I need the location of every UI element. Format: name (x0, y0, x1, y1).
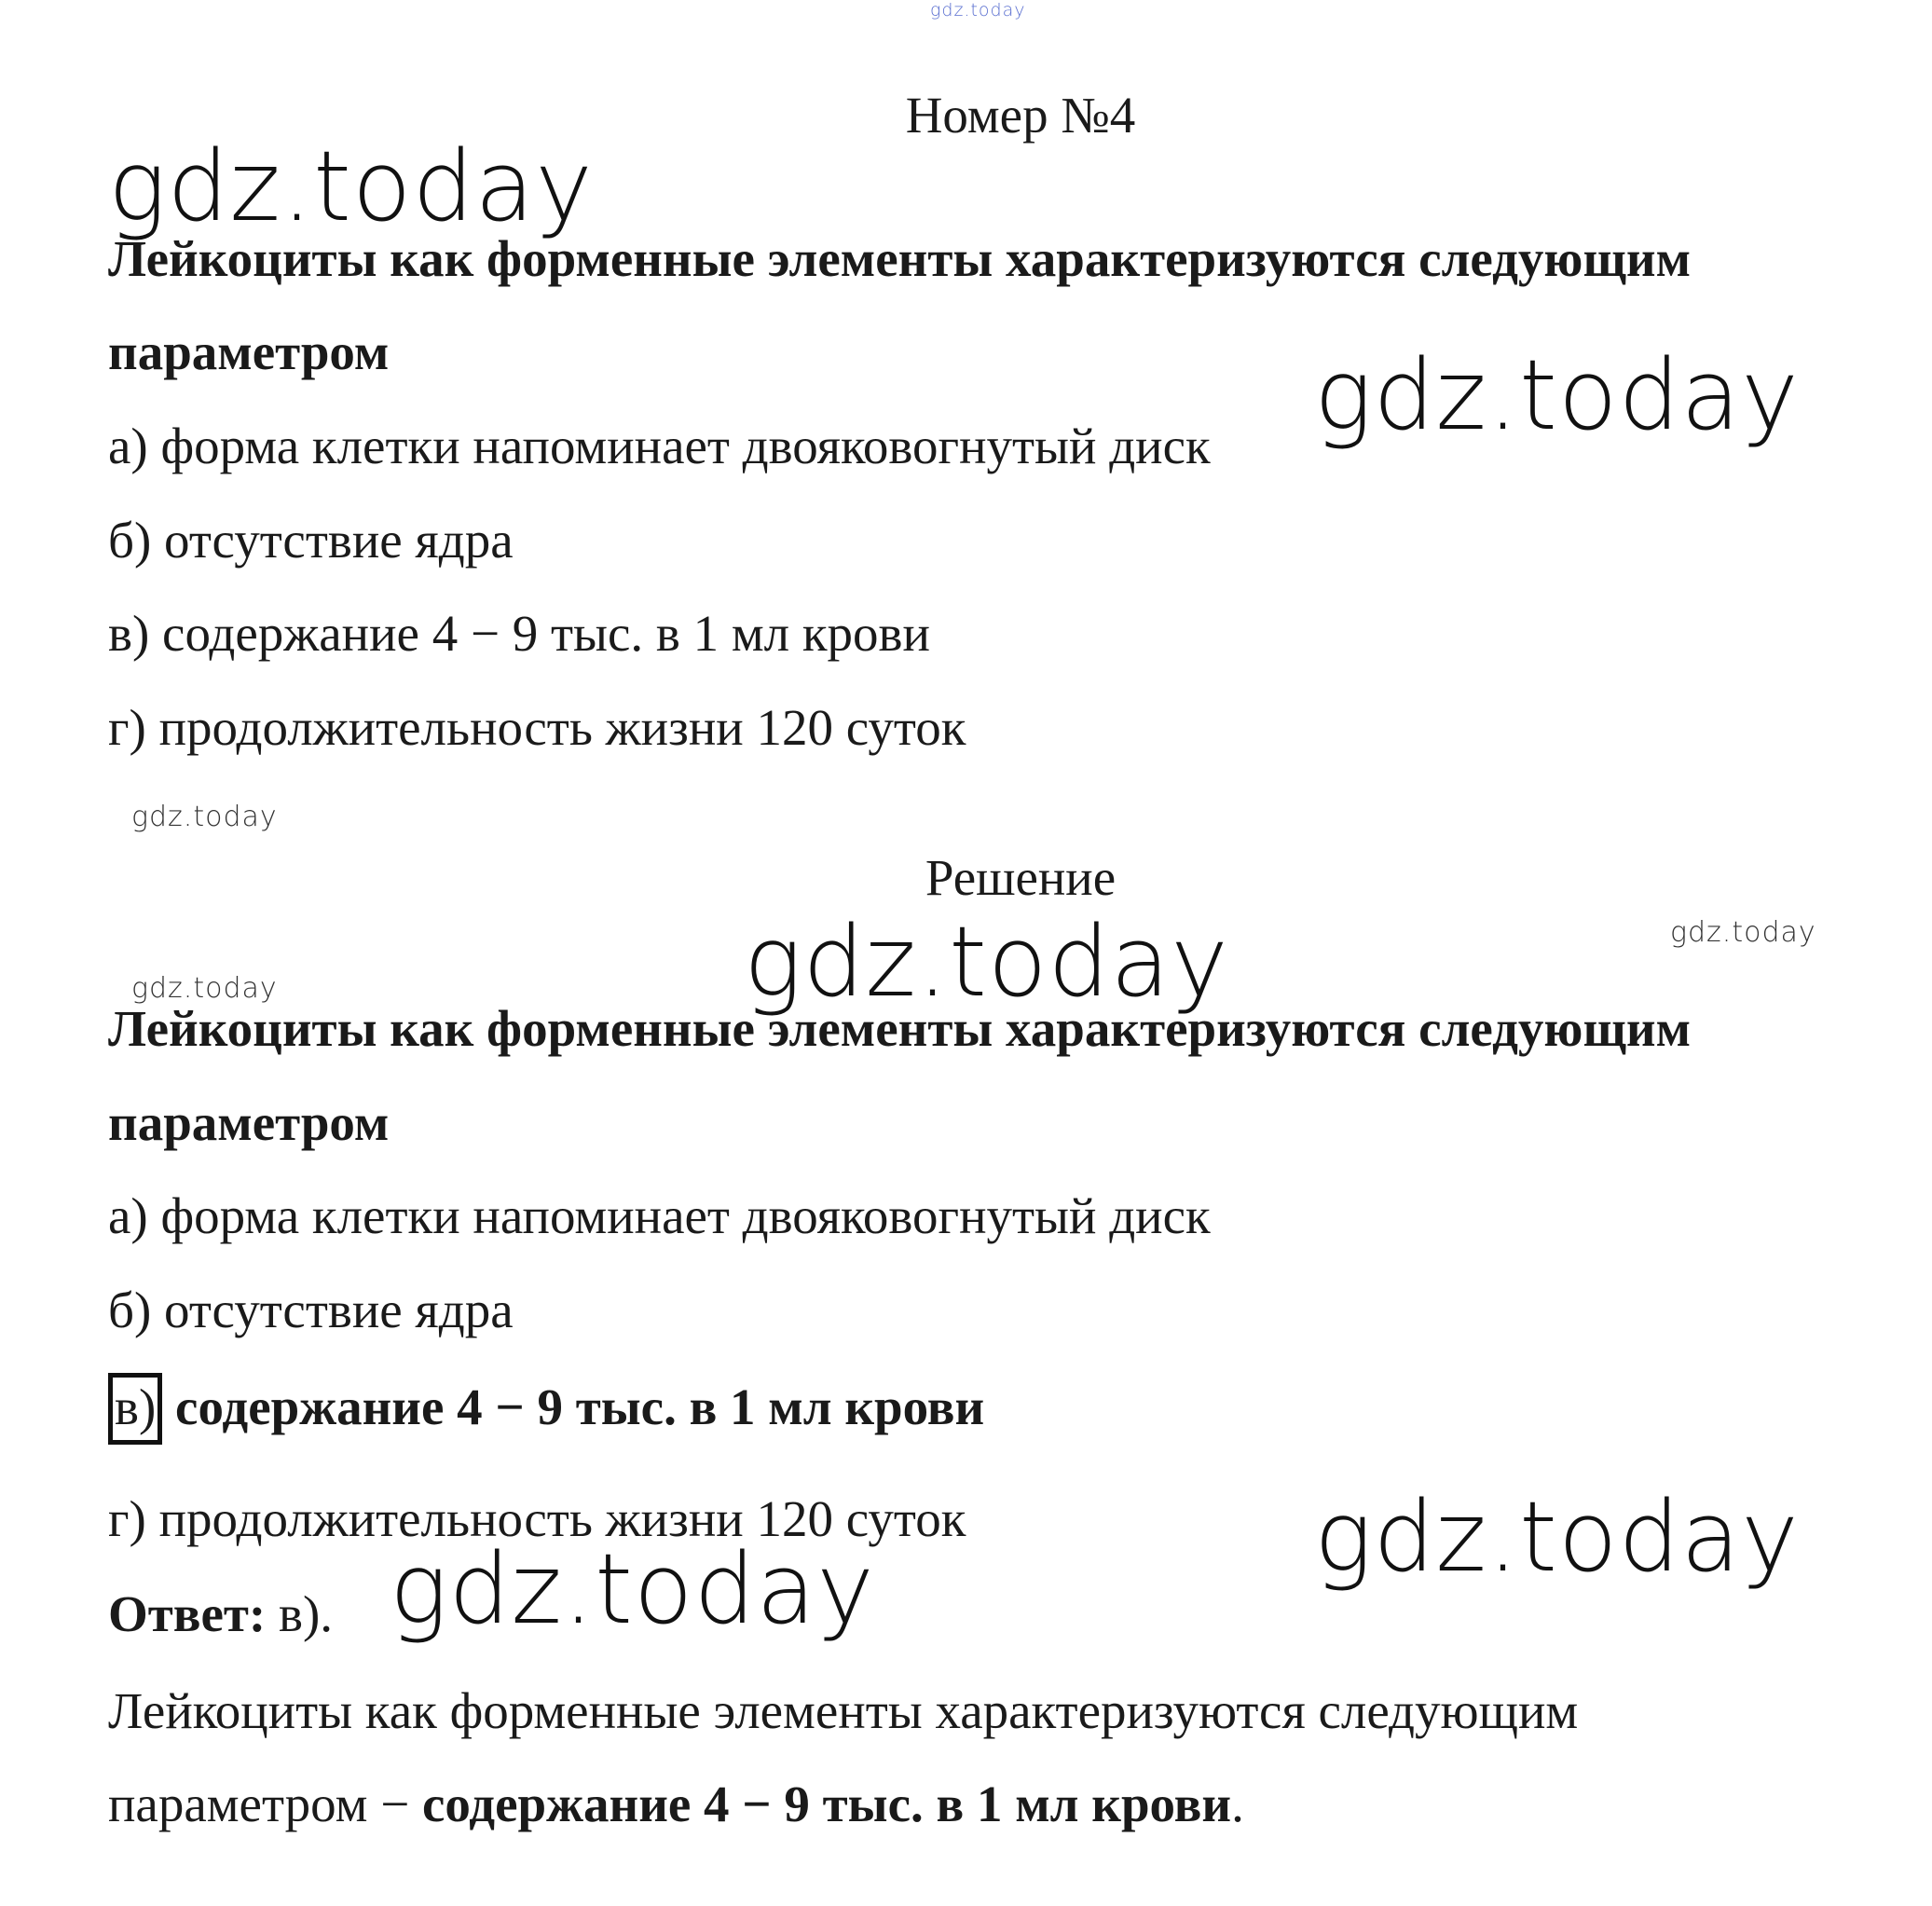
solution-question-line-2: параметром (108, 1094, 390, 1151)
question-line-2: параметром (108, 323, 390, 380)
correct-option-text: содержание 4 − 9 тыс. в 1 мл крови (175, 1378, 985, 1435)
watermark-small: gdz.today (1670, 916, 1816, 949)
answer-line (108, 1585, 334, 1642)
solution-option-c-correct (108, 1373, 984, 1445)
explanation-suffix: . (1231, 1776, 1244, 1832)
answer-value: в). (279, 1585, 334, 1642)
watermark-small: gdz.today (131, 801, 278, 833)
option-c: в) содержание 4 − 9 тыс. в 1 мл крови (108, 605, 930, 662)
option-a: а) форма клетки напоминает двояковогнутый диск (108, 418, 1211, 474)
watermark-large: gdz.today (108, 130, 594, 243)
option-b: б) отсутствие ядра (108, 512, 514, 569)
explanation-line-1: Лейкоциты как форменные элементы характеризуются следующим (108, 1682, 1579, 1739)
watermark-large: gdz.today (1314, 338, 1800, 452)
solution-question-line-1: Лейкоциты как форменные элементы характеризуются следующим (108, 1000, 1692, 1057)
option-d: г) продолжительность жизни 120 суток (108, 699, 966, 756)
watermark-large: gdz.today (1314, 1480, 1800, 1594)
question-line-1: Лейкоциты как форменные элементы характеризуются следующим (108, 230, 1692, 287)
correct-answer-box: в) (108, 1373, 162, 1445)
page-title: Номер №4 (905, 87, 1136, 144)
solution-option-d: г) продолжительность жизни 120 суток (108, 1490, 966, 1547)
explanation-line-2 (108, 1778, 1244, 1830)
answer-label: Ответ: (108, 1585, 267, 1642)
solution-option-b: б) отсутствие ядра (108, 1282, 514, 1338)
explanation-bold: содержание 4 − 9 тыс. в 1 мл крови (421, 1776, 1232, 1832)
watermark-tiny: gdz.today (930, 0, 1026, 21)
watermark-large: gdz.today (744, 905, 1229, 1019)
explanation-prefix: параметром − (108, 1776, 422, 1832)
watermark-small: gdz.today (131, 972, 278, 1005)
watermark-large: gdz.today (390, 1532, 875, 1646)
solution-option-a: а) форма клетки напоминает двояковогнутый диск (108, 1187, 1211, 1244)
solution-title: Решение (925, 849, 1117, 906)
